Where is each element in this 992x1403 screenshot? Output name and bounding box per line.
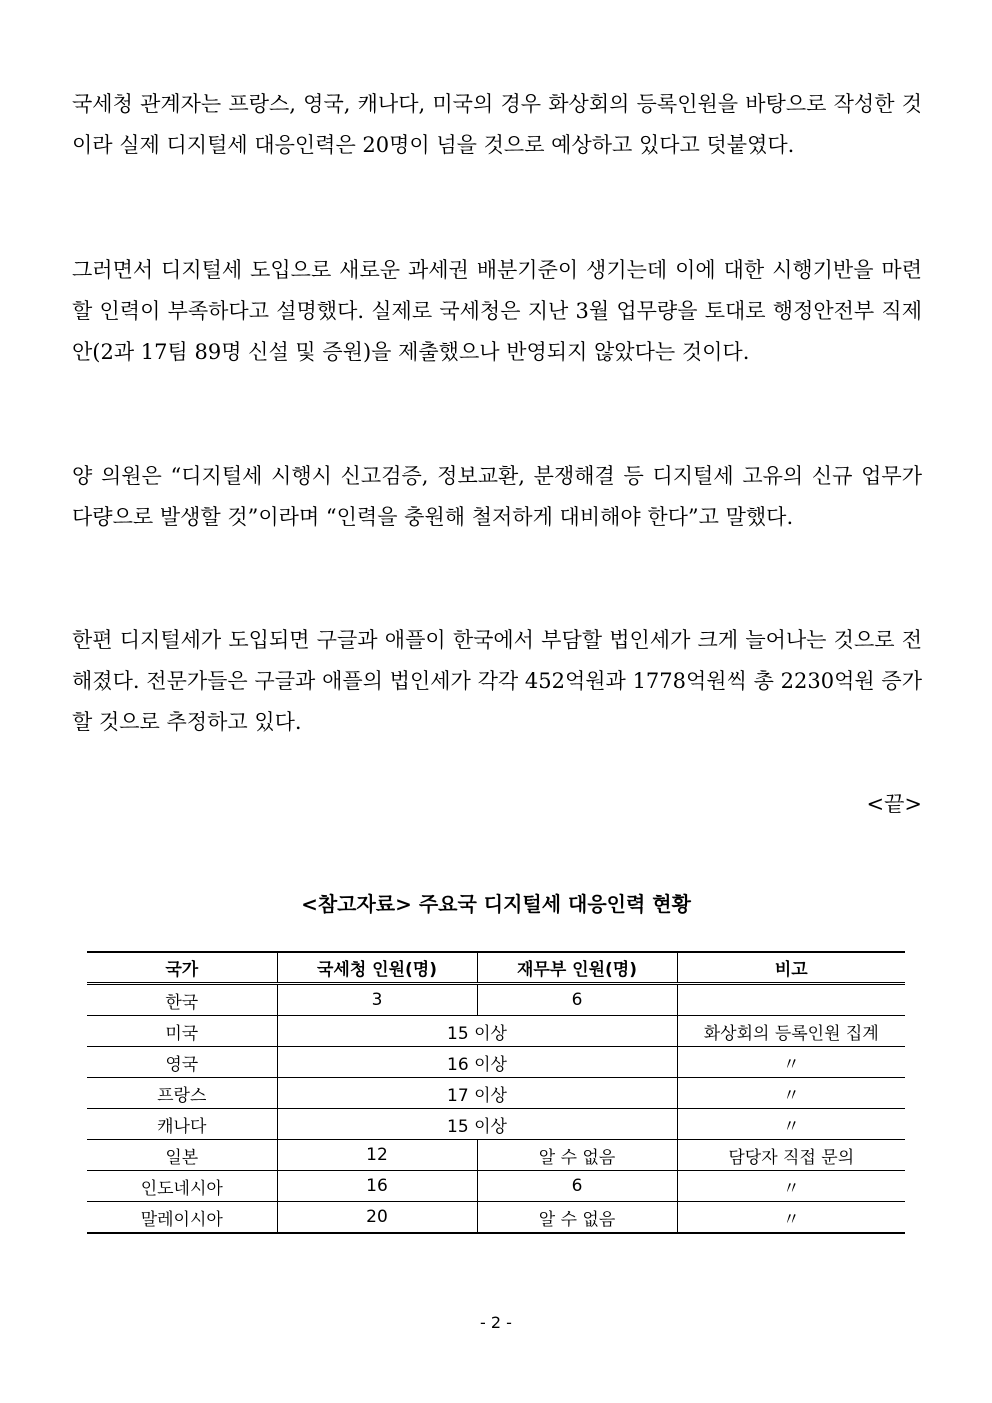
- cell-country: 일본: [87, 1140, 277, 1171]
- cell-nts-staff: 3: [277, 984, 477, 1016]
- cell-nts-staff: 16: [277, 1171, 477, 1202]
- cell-country: 영국: [87, 1047, 277, 1078]
- header-nts-staff: 국세청 인원(명): [277, 952, 477, 984]
- end-mark: <끝>: [866, 792, 922, 816]
- cell-nts-staff: 20: [277, 1202, 477, 1234]
- cell-country: 캐나다: [87, 1109, 277, 1140]
- table-row: [87, 1140, 905, 1171]
- cell-combined-staff: 16 이상: [277, 1047, 677, 1078]
- table-row: [87, 1109, 905, 1140]
- cell-note: 〃: [677, 1047, 905, 1078]
- cell-note: 〃: [677, 1202, 905, 1234]
- cell-mof-staff: 알 수 없음: [477, 1202, 677, 1234]
- table-row: [87, 984, 905, 1016]
- table-header-row: [87, 952, 905, 984]
- cell-combined-staff: 15 이상: [277, 1109, 677, 1140]
- header-country: 국가: [87, 952, 277, 984]
- cell-mof-staff: 6: [477, 1171, 677, 1202]
- paragraph-corporate-tax: 한편 디지털세가 도입되면 구글과 애플이 한국에서 부담할 법인세가 크게 늘어나는 것으로 전해졌다. 전문가들은 구글과 애플의 법인세가 각각 452억원과 1778억원씩 총 2230억원 증가할 것으로 추정하고 있다.: [72, 628, 922, 734]
- staffing-table: [87, 951, 905, 1234]
- cell-mof-staff: 6: [477, 984, 677, 1016]
- table-row: [87, 1078, 905, 1109]
- cell-note: [677, 984, 905, 1016]
- header-note: 비고: [677, 952, 905, 984]
- cell-note: 화상회의 등록인원 집계: [677, 1016, 905, 1047]
- header-mof-staff: 재무부 인원(명): [477, 952, 677, 984]
- cell-note: 〃: [677, 1171, 905, 1202]
- cell-mof-staff: 알 수 없음: [477, 1140, 677, 1171]
- cell-country: 인도네시아: [87, 1171, 277, 1202]
- cell-country: 프랑스: [87, 1078, 277, 1109]
- cell-note: 담당자 직접 문의: [677, 1140, 905, 1171]
- cell-combined-staff: 15 이상: [277, 1016, 677, 1047]
- cell-note: 〃: [677, 1078, 905, 1109]
- table-row: [87, 1171, 905, 1202]
- cell-country: 한국: [87, 984, 277, 1016]
- cell-note: 〃: [677, 1109, 905, 1140]
- cell-country: 말레이시아: [87, 1202, 277, 1234]
- table-row: [87, 1202, 905, 1234]
- paragraph-staffing-estimate: 국세청 관계자는 프랑스, 영국, 캐나다, 미국의 경우 화상회의 등록인원을 바탕으로 작성한 것이라 실제 디지털세 대응인력은 20명이 넘을 것으로 예상하고 있다고 덧붙였다.: [72, 92, 922, 157]
- reference-table-title: <참고자료> 주요국 디지털세 대응인력 현황: [301, 892, 691, 916]
- paragraph-lawmaker-quote: 양 의원은 “디지털세 시행시 신고검증, 정보교환, 분쟁해결 등 디지털세 고유의 신규 업무가 다량으로 발생할 것”이라며 “인력을 충원해 철저하게 대비해야 한다”고 말했다.: [72, 464, 922, 529]
- paragraph-staff-shortage: 그러면서 디지털세 도입으로 새로운 과세권 배분기준이 생기는데 이에 대한 시행기반을 마련할 인력이 부족하다고 설명했다. 실제로 국세청은 지난 3월 업무량을 토대로 행정안전부 직제안(2과 17팀 89명 신설 및 증원)을 제출했으나 반영되지 않았다는 것이다.: [72, 258, 922, 364]
- table-row: [87, 1047, 905, 1078]
- table-row: [87, 1016, 905, 1047]
- cell-nts-staff: 12: [277, 1140, 477, 1171]
- cell-country: 미국: [87, 1016, 277, 1047]
- cell-combined-staff: 17 이상: [277, 1078, 677, 1109]
- page-number: - 2 -: [480, 1313, 512, 1332]
